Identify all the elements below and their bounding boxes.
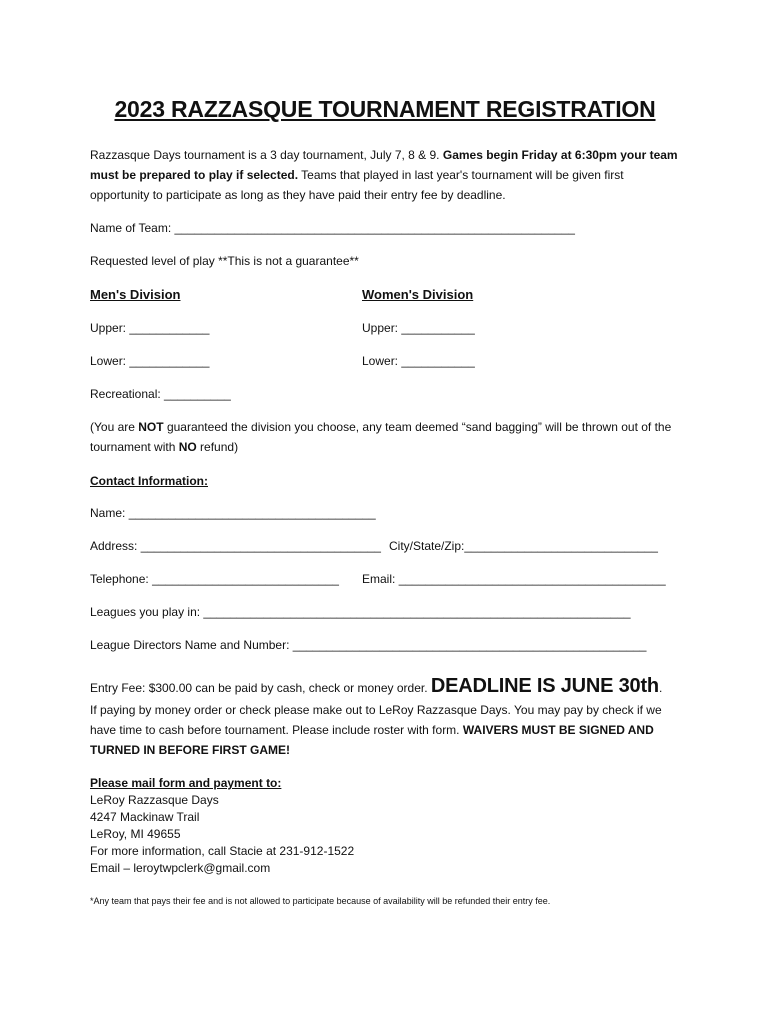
entry-fee-row: Entry Fee: $300.00 can be paid by cash, check or money order. DEADLINE IS JUNE 30th.: [90, 675, 663, 697]
address-row: Address: ____________________________________: [90, 539, 381, 553]
team-name-label: Name of Team:: [90, 221, 175, 235]
mail-line: Email – leroytwpclerk@gmail.com: [90, 861, 271, 875]
address-field[interactable]: ____________________________________: [140, 539, 381, 553]
womens-lower-field[interactable]: ___________: [401, 354, 475, 368]
womens-division-header: Women's Division: [362, 287, 474, 302]
leagues-field[interactable]: ________________________________________________________________: [203, 605, 631, 619]
deadline-notice: DEADLINE IS JUNE 30th: [430, 675, 659, 697]
recreational-row: Recreational: __________: [90, 387, 231, 401]
womens-upper-field[interactable]: ___________: [401, 321, 475, 335]
city-state-zip-field[interactable]: _____________________________: [464, 539, 658, 553]
entry-fee-text: Entry Fee: $300.00 can be paid by cash, check or money order.: [90, 681, 431, 695]
payment-paragraph: If paying by money order or check please make out to LeRoy Razzasque Days. You may pay by check if we have time to cash before tournament. Please include roster with form. WAIVERS MUST BE SIGNED AND TURNED IN BEFORE FIRST GAME!: [90, 703, 662, 757]
intro-paragraph: Razzasque Days tournament is a 3 day tournament, July 7, 8 & 9. Games begin Friday at 6:30pm your team must be prepared to play if selected. Teams that played in last year's tournament will be given first opportunity to participate as long as they have paid their entry fee by deadline.: [90, 148, 678, 202]
womens-lower-row: Lower: ___________: [362, 354, 475, 368]
womens-upper-row: Upper: ___________: [362, 321, 475, 335]
refund-footnote: *Any team that pays their fee and is not allowed to participate because of availability will be refunded their entry fee.: [90, 896, 551, 906]
team-name-row: [90, 220, 575, 236]
telephone-row: Telephone: ____________________________: [90, 572, 339, 586]
mail-line: LeRoy, MI 49655: [90, 827, 181, 841]
mail-line: For more information, call Stacie at 231-912-1522: [90, 844, 355, 858]
contact-name-field[interactable]: _____________________________________: [128, 506, 376, 520]
mens-lower-field[interactable]: ____________: [129, 354, 210, 368]
waivers-notice: WAIVERS MUST BE SIGNED AND TURNED IN BEFORE FIRST GAME!: [90, 723, 654, 757]
leagues-row: Leagues you play in: ________________________________________________________________: [90, 605, 631, 619]
recreational-field[interactable]: __________: [164, 387, 231, 401]
intro-bold-notice: Games begin Friday at 6:30pm your team must be prepared to play if selected.: [90, 148, 678, 182]
mail-line: 4247 Mackinaw Trail: [90, 810, 200, 824]
telephone-field[interactable]: ____________________________: [152, 572, 339, 586]
email-row: Email: ________________________________________: [362, 572, 666, 586]
division-warning: (You are NOT guaranteed the division you choose, any team deemed “sand bagging” will be thrown out of the tournament with NO refund): [90, 420, 672, 454]
mens-division-header: Men's Division: [90, 287, 181, 302]
league-directors-field[interactable]: _____________________________________________________: [292, 638, 647, 652]
mail-header: Please mail form and payment to:: [90, 776, 282, 790]
contact-name-row: Name: _____________________________________: [90, 506, 376, 520]
mens-upper-row: Upper: ____________: [90, 321, 210, 335]
mail-address-block: [90, 792, 354, 877]
mail-line: LeRoy Razzasque Days: [90, 793, 219, 807]
mens-lower-row: Lower: ____________: [90, 354, 210, 368]
team-name-field[interactable]: ____________________________________________________________: [174, 221, 575, 235]
mens-upper-field[interactable]: ____________: [129, 321, 210, 335]
contact-info-header: Contact Information:: [90, 474, 208, 488]
league-directors-row: League Directors Name and Number: _____________________________________________________: [90, 638, 647, 652]
requested-level-text: Requested level of play **This is not a guarantee**: [90, 254, 359, 268]
city-state-zip-row: City/State/Zip:_____________________________: [389, 539, 658, 553]
email-field[interactable]: ________________________________________: [398, 572, 666, 586]
page-title: 2023 RAZZASQUE TOURNAMENT REGISTRATION: [114, 96, 656, 122]
